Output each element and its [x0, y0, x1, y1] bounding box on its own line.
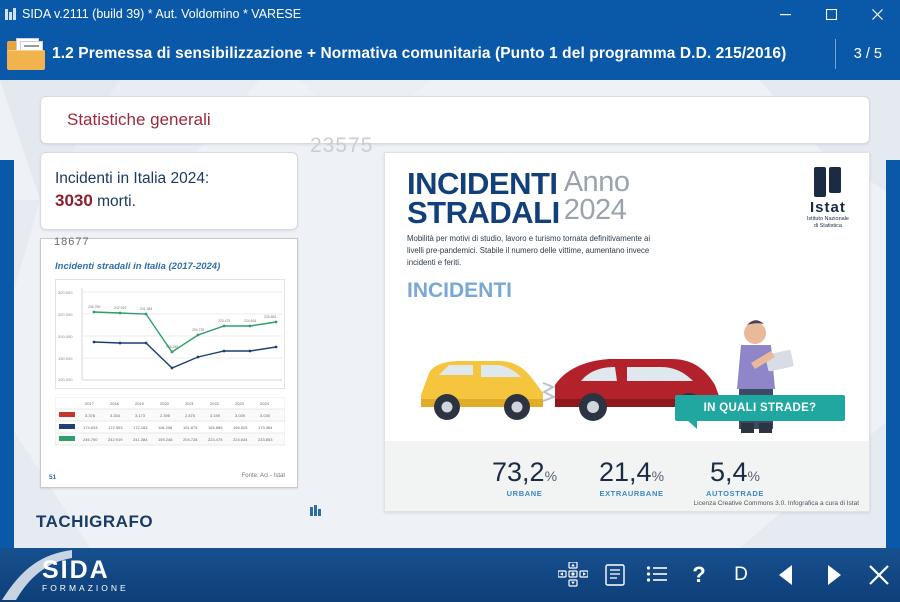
folder-documents-icon	[0, 28, 52, 80]
stat-extraurbane-unit: %	[651, 467, 665, 484]
svg-text:246.750: 246.750	[83, 437, 98, 442]
stat-autostrade-unit: %	[747, 467, 760, 484]
stage-left-edge	[0, 160, 14, 548]
stat-urbane-label: URBANE	[506, 488, 543, 498]
document-icon[interactable]	[594, 548, 636, 602]
bottom-toolbar	[0, 548, 900, 602]
svg-text:250.000: 250.000	[58, 312, 73, 317]
svg-text:2019: 2019	[135, 401, 144, 406]
slide-content	[14, 88, 886, 540]
prev-icon[interactable]	[762, 548, 810, 602]
chart-page-mark: 51	[49, 474, 57, 481]
stat-urbane	[492, 457, 557, 498]
svg-text:300.000: 300.000	[58, 290, 73, 295]
svg-text:2018: 2018	[110, 401, 119, 406]
page-title: 1.2 Premessa di sensibilizzazione + Normativa comunitaria (Punto 1 del programma D.D. 215/2016)	[52, 45, 787, 62]
stat-autostrade-number: 5,4	[710, 456, 748, 487]
svg-text:2023: 2023	[235, 401, 244, 406]
svg-text:159.248: 159.248	[158, 437, 173, 442]
close-icon[interactable]	[858, 548, 900, 602]
svg-text:233.853: 233.853	[258, 437, 273, 442]
istat-sub-line2: di Statistica	[813, 222, 842, 229]
navigation-pad-icon[interactable]	[552, 548, 594, 602]
svg-text:2022: 2022	[210, 401, 219, 406]
svg-text:204.728: 204.728	[183, 437, 198, 442]
svg-text:151.875: 151.875	[183, 425, 198, 430]
license-note: Licenza Creative Commons 3.0. Infografica a cura di Istat	[693, 500, 859, 507]
svg-text:246.750: 246.750	[88, 305, 101, 309]
ghost-number-chart: 18677	[54, 236, 90, 248]
crash-illustration	[403, 311, 823, 441]
sida-brand-logo	[8, 548, 178, 602]
istat-blocks-icon	[807, 167, 849, 197]
infographic-body-text: Mobilità per motivi di studio, lavoro e turismo tornata definitivamente ai livelli pre-pandemici. Stabile il numero delle vittime, aumentano invece incidenti e feriti.	[407, 234, 651, 268]
deaths-info-line1: Incidenti in Italia 2024:	[55, 170, 210, 188]
svg-text:100.000: 100.000	[58, 377, 73, 382]
svg-text:223.475: 223.475	[208, 437, 223, 442]
svg-text:2.395: 2.395	[160, 413, 171, 418]
svg-text:165.889: 165.889	[208, 425, 223, 430]
help-icon[interactable]	[678, 548, 720, 602]
brand-title: SIDA	[42, 555, 110, 584]
infographic-year-label: Anno	[563, 166, 630, 198]
svg-text:2021: 2021	[185, 401, 194, 406]
stat-autostrade-value	[706, 457, 764, 488]
list-icon[interactable]	[636, 548, 678, 602]
svg-text:2024: 2024	[260, 401, 269, 406]
svg-text:3.159: 3.159	[210, 413, 221, 418]
brand-subtitle: FORMAZIONE	[42, 582, 129, 593]
chart-source: Fonte: Aci - Istat	[241, 473, 285, 479]
maximize-button[interactable]	[808, 0, 854, 28]
stat-urbane-number: 73,2	[492, 456, 545, 487]
chart-table-svg	[55, 397, 285, 457]
infographic-title-line1: INCIDENTI	[407, 166, 558, 201]
svg-text:241.384: 241.384	[140, 307, 153, 311]
svg-text:3.030: 3.030	[260, 413, 271, 418]
svg-text:2017: 2017	[85, 401, 94, 406]
chart-plot-area	[55, 279, 285, 389]
title-bar	[0, 0, 900, 28]
minimize-button[interactable]	[762, 0, 808, 28]
svg-text:150.000: 150.000	[58, 356, 73, 361]
svg-text:200.000: 200.000	[58, 334, 73, 339]
svg-text:242.919: 242.919	[114, 306, 127, 310]
svg-text:2.875: 2.875	[185, 413, 196, 418]
svg-text:172.183: 172.183	[133, 425, 148, 430]
next-icon[interactable]	[810, 548, 858, 602]
infographic-title-line2: STRADALI	[407, 195, 560, 231]
deaths-info-line2: morti.	[92, 192, 136, 210]
app-icon	[0, 0, 22, 28]
window-title: SIDA v.2111 (build 39) * Aut. Voldomino * VARESE	[22, 7, 302, 21]
svg-text:2020: 2020	[160, 401, 169, 406]
svg-text:224.634: 224.634	[233, 437, 248, 442]
sida-small-logo-icon	[310, 504, 324, 516]
lesson-header	[0, 28, 900, 80]
istat-sub-line1: Istituto Nazionale	[806, 216, 849, 222]
svg-text:174.933: 174.933	[83, 425, 98, 430]
svg-text:223.475: 223.475	[218, 319, 231, 323]
slide-stage	[0, 80, 900, 548]
svg-text:241.384: 241.384	[133, 437, 148, 442]
section-title: Statistiche generali	[67, 110, 211, 129]
istat-logo	[807, 167, 849, 230]
chart-data-table	[55, 397, 285, 457]
stat-extraurbane-value	[599, 457, 664, 488]
infographic-panel	[384, 152, 870, 512]
deaths-info-text	[41, 169, 223, 213]
svg-text:166.525: 166.525	[233, 425, 248, 430]
road-type-banner: IN QUALI STRADE?	[675, 395, 845, 421]
svg-text:159.248: 159.248	[166, 345, 179, 349]
svg-text:172.553: 172.553	[108, 425, 123, 430]
svg-text:3.378: 3.378	[85, 413, 96, 418]
stat-urbane-unit: %	[544, 467, 558, 484]
chart-thumbnail-card[interactable]	[40, 238, 298, 488]
close-button[interactable]	[854, 0, 900, 28]
svg-text:3.334: 3.334	[110, 413, 121, 418]
stat-extraurbane	[599, 457, 664, 498]
stat-autostrade-label: AUTOSTRADE	[706, 488, 764, 498]
svg-text:204.728: 204.728	[192, 328, 205, 332]
deaths-info-card	[40, 152, 298, 230]
svg-text:233.853: 233.853	[264, 315, 277, 319]
ghost-number-top: 23575	[310, 134, 374, 157]
infographic-subtitle: INCIDENTI	[407, 279, 512, 302]
page-icon-label: D	[734, 564, 748, 585]
svg-text:242.919: 242.919	[108, 437, 123, 442]
svg-text:118.298: 118.298	[158, 425, 173, 430]
infographic-year-value: 2024	[563, 193, 627, 226]
help-icon-label: ?	[692, 562, 706, 587]
tachigrafo-label: TACHIGRAFO	[36, 512, 154, 531]
page-icon[interactable]	[720, 548, 762, 602]
stat-extraurbane-label: EXTRAURBANE	[599, 488, 664, 498]
stats-strip	[385, 441, 870, 512]
svg-text:224.634: 224.634	[244, 319, 257, 323]
line-chart-svg	[56, 280, 286, 390]
slide-counter: 3 / 5	[835, 39, 900, 69]
stat-extraurbane-number: 21,4	[599, 456, 652, 487]
svg-text:3.173: 3.173	[135, 413, 146, 418]
chart-title: Incidenti stradali in Italia (2017-2024)	[55, 261, 221, 272]
svg-text:173.364: 173.364	[258, 425, 273, 430]
stat-urbane-value	[492, 457, 557, 488]
stat-autostrade	[706, 457, 764, 498]
section-heading-bar	[40, 96, 870, 144]
deaths-count: 3030	[55, 190, 93, 210]
svg-text:3.039: 3.039	[235, 413, 246, 418]
stage-right-edge	[886, 160, 900, 548]
istat-name: Istat	[809, 199, 846, 216]
